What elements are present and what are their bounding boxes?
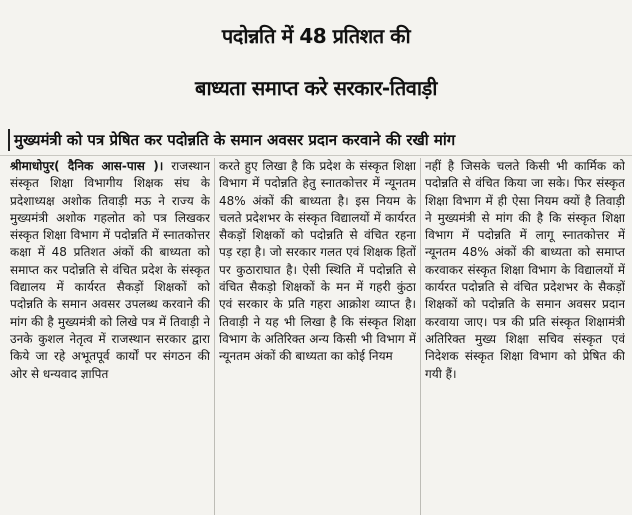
subheadline: मुख्यमंत्री को पत्र प्रेषित कर पदोन्नति के समान अवसर प्रदान करवाने की रखी मांग — [14, 131, 456, 149]
column-2-text: करते हुए लिखा है कि प्रदेश के संस्कृत शिक्षा विभाग में पदोन्नति हेतु स्नातकोत्तर में न्यूनतम 48% अंकों की बाध्यता है। इस नियम के चलते प्रदेशभर के संस्कृत विद्यालयों में कार्यरत सैकड़ों शिक्षकों को पदोन्नति से वंचित रहना पड़ रहा है। जो सरकार गलत एवं शिक्षक हितों पर कुठाराघात है। ऐसी स्थिति में पदोन्नति से वंचित सैकड़ो शिक्षकों के मन में गहरी कुंठा एवं सरकार के प्रति गहरा आक्रोश व्याप्त है। तिवाड़ी ने यह भी लिखा है कि संस्कृत शिक्षा विभाग के अतिरिक्त अन्य किसी भी विभाग में न्यूनतम अंकों की बाध्यता का कोई नियम — [219, 159, 416, 364]
dateline: श्रीमाधोपुर( दैनिक आस-पास )। — [10, 159, 164, 173]
headline-line-1: पदोन्नति में 48 प्रतिशत की — [221, 24, 411, 48]
column-3-text: नहीं है जिसके चलते किसी भी कार्मिक को पदोन्नति से वंचित किया जा सके। फिर संस्कृत शिक्षा विभाग में ही ऐसा नियम क्यों है तिवाड़ी ने मुख्यमंत्री से मांग की है कि संस्कृत शिक्षा विभाग में पदोन्नति में लागू स्नातकोत्तर में न्यूनतम 48% अंकों की बाध्यता को समाप्त करवाकर संस्कृत शिक्षा विभाग के विद्यालयों में कार्यरत पदोन्नति से वंचित प्रदेशभर के सैकड़ों शिक्षकों को पदोन्नति के समान अवसर प्रदान करवाया जाए। पत्र की प्रति संस्कृत शिक्षामंत्री अतिरिक्त मुख्य शिक्षा सचिव संस्कृत एवं निदेशक संस्कृत शिक्षा विभाग को प्रेषित की गयी हैं। — [425, 159, 625, 381]
section-rule — [0, 155, 632, 156]
subheadline-marker — [8, 129, 10, 151]
article-column-1 — [10, 158, 210, 515]
column-1-text: राजस्थान संस्कृत शिक्षा विभागीय शिक्षक संघ के प्रदेशाध्यक्ष अशोक तिवाड़ी मऊ ने राज्य के मुख्यमंत्री अशोक गहलोत को पत्र लिखकर संस्कृत शिक्षा विभाग में पदोन्नति में स्नातकोत्तर कक्षा में 48 प्रतिशत अंकों की बाध्यता को समाप्त कर पदोन्नति से वंचित प्रदेश के संस्कृत विद्यालय में कार्यरत सैकड़ों शिक्षकों को पदोन्नति के समान अवसर उपलब्ध करवाने की मांग की है मुख्यमंत्री को लिखे पत्र में तिवाड़ी ने उनके कुशल नेतृत्व में राजस्थान सरकार द्वारा किये जा रहे अभूतपूर्व कार्यों पर संगठन की ओर से धन्यवाद ज्ञापित — [10, 159, 210, 381]
headline-line-2: बाध्यता समाप्त करे सरकार-तिवाड़ी — [195, 76, 437, 100]
column-divider — [420, 158, 421, 515]
column-divider — [214, 158, 215, 515]
article-column-2 — [219, 158, 416, 515]
article-column-3 — [425, 158, 625, 515]
